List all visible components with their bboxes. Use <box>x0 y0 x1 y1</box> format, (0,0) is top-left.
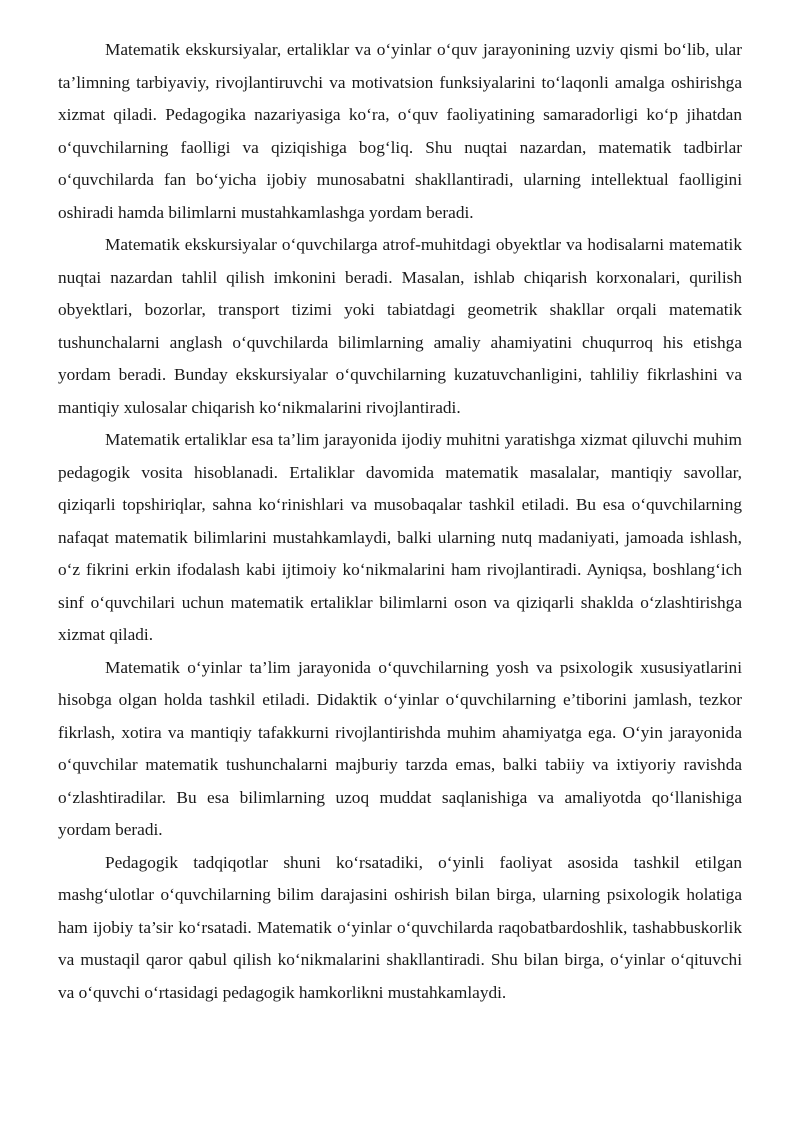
paragraph-2: Matematik ekskursiyalar o‘quvchilarga atrof-muhitdagi obyektlar va hodisalarni matematik nuqtai nazardan tahlil qilish imkonini beradi. Masalan, ishlab chiqarish korxonalari, qurilish obyektlari, bozorlar, transport tizimi yoki tabiatdagi geometrik shakllar orqali matematik tushunchalarni anglash o‘quvchilarda bilimlarning amaliy ahamiyatini chuqurroq his etishga yordam beradi. Bunday ekskursiyalar o‘quvchilarning kuzatuvchanligini, tahliliy fikrlashini va mantiqiy xulosalar chiqarish ko‘nikmalarini rivojlantiradi. <box>58 235 742 417</box>
paragraph-3: Matematik ertaliklar esa ta’lim jarayonida ijodiy muhitni yaratishga xizmat qiluvchi muhim pedagogik vosita hisoblanadi. Ertaliklar davomida matematik masalalar, mantiqiy savollar, qiziqarli topshiriqlar, sahna ko‘rinishlari va musobaqalar tashkil etiladi. Bu esa o‘quvchilarning nafaqat matematik bilimlarini mustahkamlaydi, balki ularning nutq madaniyati, jamoada ishlash, o‘z fikrini erkin ifodalash kabi ijtimoiy ko‘nikmalarini ham rivojlantiradi. Ayniqsa, boshlang‘ich sinf o‘quvchilari uchun matematik ertaliklar bilimlarni oson va qiziqarli shaklda o‘zlashtirishga xizmat qiladi. <box>58 430 742 644</box>
paragraph-4: Matematik o‘yinlar ta’lim jarayonida o‘quvchilarning yosh va psixologik xususiyatlarini hisobga olgan holda tashkil etiladi. Didaktik o‘yinlar o‘quvchilarning e’tiborini jamlash, tezkor fikrlash, xotira va mantiqiy tafakkurni rivojlantirishda muhim ahamiyatga ega. O‘yin jarayonida o‘quvchilar matematik tushunchalarni majburiy tarzda emas, balki tabiiy va ixtiyoriy ravishda o‘zlashtiradilar. Bu esa bilimlarning uzoq muddat saqlanishiga va amaliyotda qo‘llanishiga yordam beradi. <box>58 657 742 839</box>
paragraph-5: Pedagogik tadqiqotlar shuni ko‘rsatadiki, o‘yinli faoliyat asosida tashkil etilgan mashg‘ulotlar o‘quvchilarning bilim darajasini oshirish bilan birga, ularning psixologik holatiga ham ijobiy ta’sir ko‘rsatadi. Matematik o‘yinlar o‘quvchilarda raqobatbardoshlik, tashabbuskorlik va mustaqil qaror qabul qilish ko‘nikmalarini shakllantiradi. Shu bilan birga, o‘yinlar o‘qituvchi va o‘quvchi o‘rtasidagi pedagogik hamkorlikni mustahkamlaydi. <box>58 852 742 1002</box>
paragraph-1: Matematik ekskursiyalar, ertaliklar va o‘yinlar o‘quv jarayonining uzviy qismi bo‘lib, ular ta’limning tarbiyaviy, rivojlantiruvchi va motivatsion funksiyalarini to‘laqonli amalga oshirishga xizmat qiladi. Pedagogika nazariyasiga ko‘ra, o‘quv faoliyatining samaradorligi ko‘p jihatdan o‘quvchilarning faolligi va qiziqishiga bog‘liq. Shu nuqtai nazardan, matematik tadbirlar o‘quvchilarda fan bo‘yicha ijobiy munosabatni shakllantiradi, ularning intellektual faolligini oshiradi hamda bilimlarni mustahkamlashga yordam beradi. <box>58 40 742 222</box>
document-page <box>58 34 742 1009</box>
